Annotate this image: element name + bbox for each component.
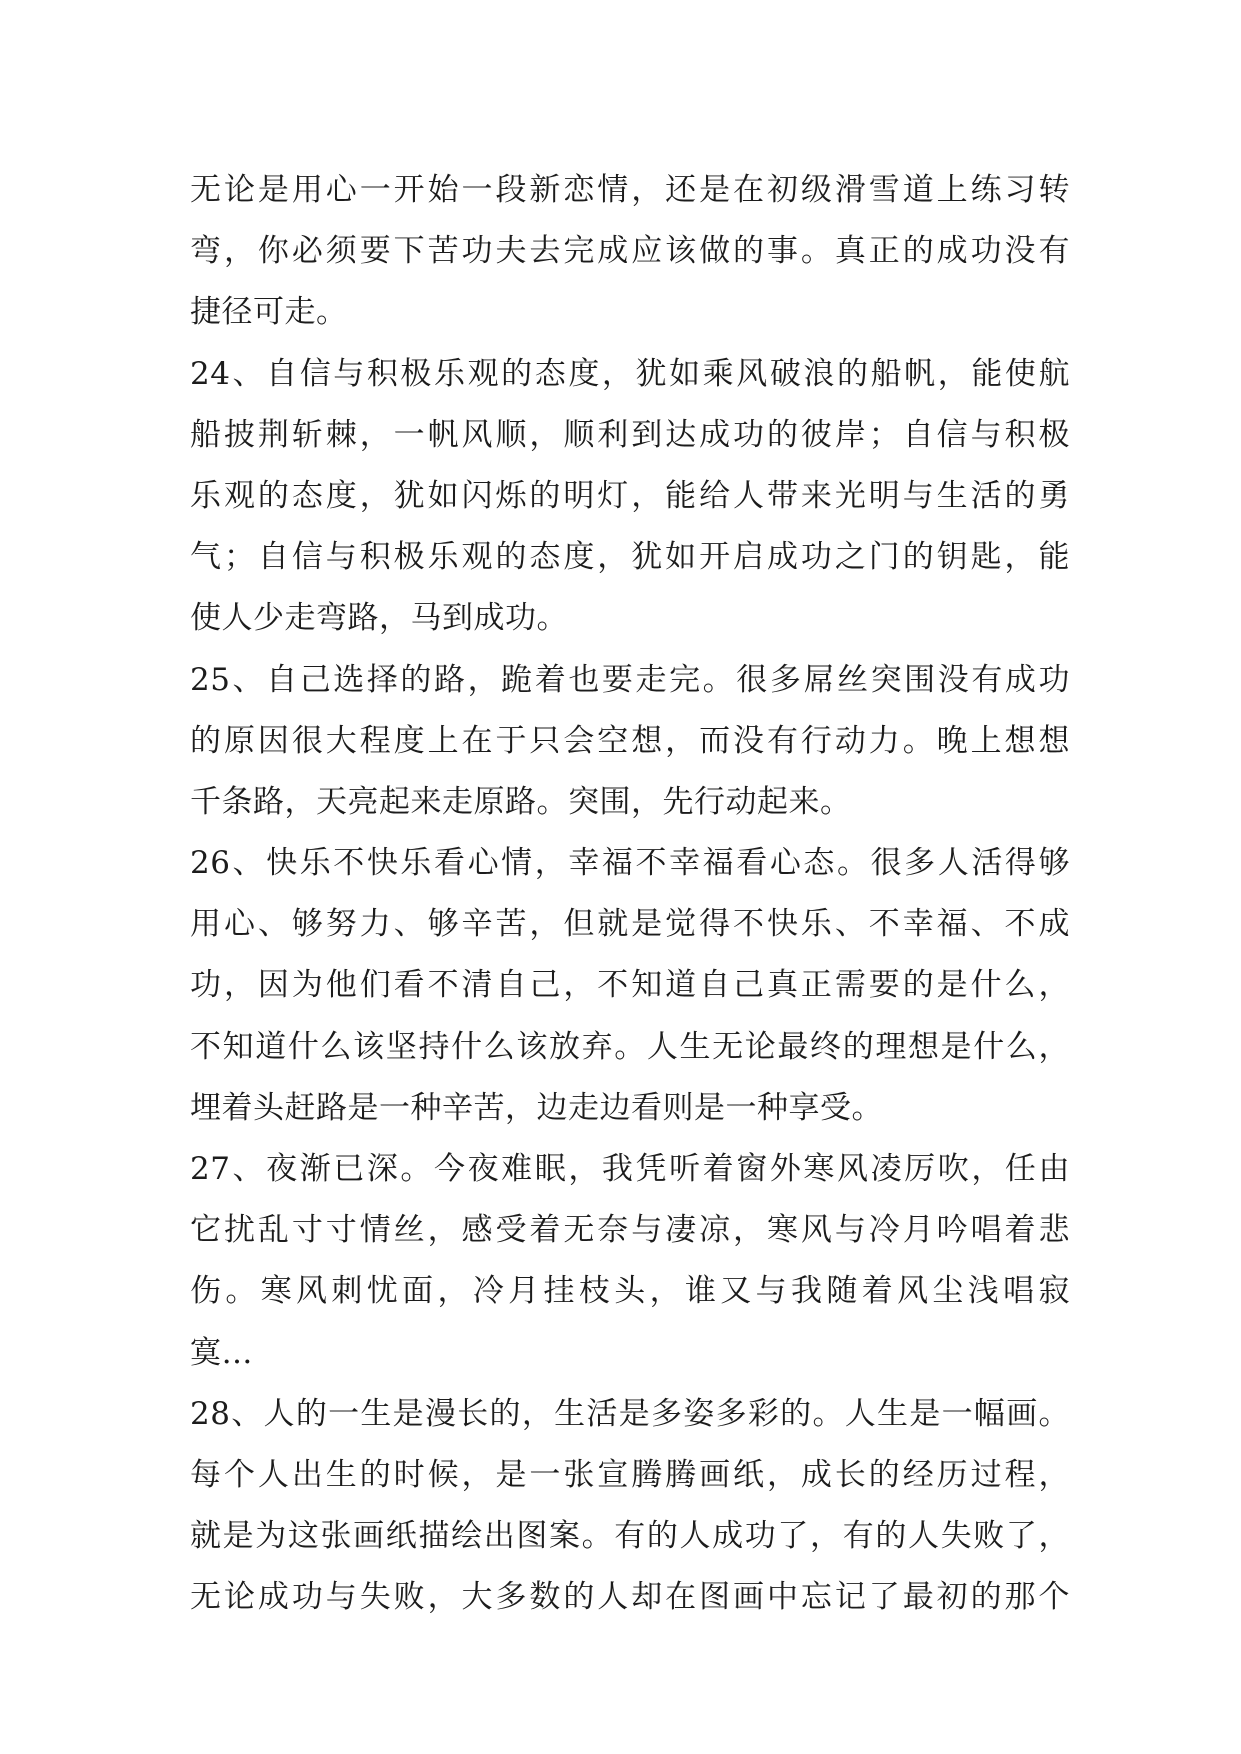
text-line: 它扰乱寸寸情丝，感受着无奈与凄凉，寒风与冷月吟唱着悲 xyxy=(190,1212,1070,1249)
text-line: 气；自信与积极乐观的态度，犹如开启成功之门的钥匙，能 xyxy=(190,539,1070,576)
text-line: 用心、够努力、够辛苦，但就是觉得不快乐、不幸福、不成 xyxy=(190,906,1070,943)
text-line: 的原因很大程度上在于只会空想，而没有行动力。晚上想想 xyxy=(190,722,1070,759)
text-line: 船披荆斩棘，一帆风顺，顺利到达成功的彼岸；自信与积极 xyxy=(190,416,1070,453)
text-line: 25、自己选择的路，跪着也要走完。很多屌丝突围没有成功 xyxy=(190,661,1070,698)
text-line: 乐观的态度，犹如闪烁的明灯，能给人带来光明与生活的勇 xyxy=(190,477,1070,514)
text-line: 26、快乐不快乐看心情，幸福不幸福看心态。很多人活得够 xyxy=(190,845,1070,882)
text-line: 捷径可走。 xyxy=(190,294,348,331)
text-line: 27、夜渐已深。今夜难眠，我凭听着窗外寒风凌厉吹，任由 xyxy=(190,1151,1070,1187)
text-line: 弯，你必须要下苦功夫去完成应该做的事。真正的成功没有 xyxy=(190,233,1070,270)
text-line: 千条路，天亮起来走原路。突围，先行动起来。 xyxy=(190,783,852,820)
text-line: 24、自信与积极乐观的态度，犹如乘风破浪的船帆，能使航 xyxy=(190,355,1070,392)
text-line: 不知道什么该坚持什么该放弃。人生无论最终的理想是什么， xyxy=(190,1028,1070,1065)
text-line: 每个人出生的时候，是一张宣腾腾画纸，成长的经历过程， xyxy=(190,1456,1070,1493)
text-line: 寞… xyxy=(190,1334,253,1371)
text-line: 使人少走弯路，马到成功。 xyxy=(190,600,568,637)
text-line: 无论是用心一开始一段新恋情，还是在初级滑雪道上练习转 xyxy=(190,172,1070,208)
text-line: 无论成功与失败，大多数的人却在图画中忘记了最初的那个 xyxy=(190,1579,1070,1616)
text-line: 埋着头赶路是一种辛苦，边走边看则是一种享受。 xyxy=(190,1089,883,1126)
text-line: 伤。寒风刺忧面，冷月挂枝头，谁又与我随着风尘浅唱寂 xyxy=(190,1273,1070,1310)
text-line: 就是为这张画纸描绘出图案。有的人成功了，有的人失败了， xyxy=(190,1518,1070,1555)
text-line: 功，因为他们看不清自己，不知道自己真正需要的是什么， xyxy=(190,967,1070,1004)
body-text xyxy=(190,160,1070,1629)
text-line: 28、人的一生是漫长的，生活是多姿多彩的。人生是一幅画。 xyxy=(190,1395,1070,1432)
